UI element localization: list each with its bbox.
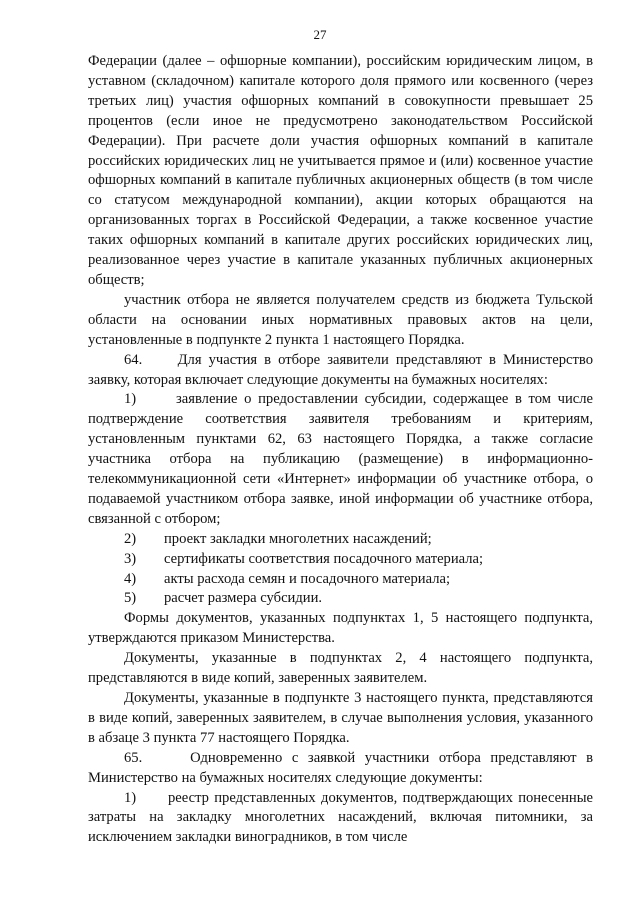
- list-item-text: расчет размера субсидии.: [164, 590, 323, 607]
- paragraph-forms-approval: Формы документов, указанных подпунктах 1, 5 настоящего подпункта, утверждаются приказом Министерства.: [88, 610, 593, 647]
- paragraph-section-65: 65. Одновременно с заявкой участники отбора представляют в Министерство на бумажных носителях следующие документы:: [88, 749, 593, 786]
- list-item: [88, 530, 593, 550]
- paragraph-item-1-application: 1) заявление о предоставлении субсидии, содержащее в том числе подтверждение соответствия заявителя требованиям и критериям, установленным пунктами 62, 63 настоящего Порядка, а также согласие участника отбора на публикацию (размещение) в информационно-телекоммуникационной сети «Интернет» информации об участнике отбора, о подаваемой участником отбора заявке, иной информации об участнике отбора, связанной с отбором;: [88, 391, 593, 527]
- list-item-number: 2): [124, 530, 137, 547]
- list-item-number: 4): [124, 570, 137, 587]
- list-item: [88, 550, 593, 570]
- document-body: [88, 52, 593, 848]
- page-number: 27: [313, 27, 327, 42]
- list-item-number: 5): [124, 590, 137, 607]
- paragraph-copies-2-4: Документы, указанные в подпунктах 2, 4 настоящего подпункта, представляются в виде копий, заверенных заявителем.: [88, 650, 593, 687]
- paragraph-copies-3: Документы, указанные в подпункте 3 настоящего пункта, представляются в виде копий, заверенных заявителем, в случае выполнения условия, указанного в абзаце 3 пункта 77 настоящего Порядка.: [88, 690, 593, 746]
- list-item: [88, 589, 593, 609]
- list-item-text: проект закладки многолетних насаждений;: [164, 530, 432, 547]
- paragraph-offshore-definition: Федерации (далее – офшорные компании), российским юридическим лицом, в уставном (складочном) капитале которого доля прямого или косвенного (через третьих лиц) участия офшорных компаний в совокупности превышает 25 процентов (если иное не предусмотрено законодательством Российской Федерации). При расчете доли участия офшорных компаний в капитале российских юридических лиц не учитывается прямое и (или) косвенное участие офшорных компаний в капитале публичных акционерных обществ (в том числе со статусом международной компании), акции которых обращаются на организованных торгах в Российской Федерации, а также косвенное участие таких офшорных компаний в капитале других российских юридических лиц, реализованное через участие в капитале указанных публичных акционерных обществ;: [88, 53, 593, 288]
- paragraph-budget-recipient: участник отбора не является получателем средств из бюджета Тульской области на основании иных нормативных правовых актов на цели, установленные в подпункте 2 пункта 1 настоящего Порядка.: [88, 291, 593, 348]
- list-item-text: акты расхода семян и посадочного материала;: [164, 570, 451, 587]
- paragraph-section-64: 64. Для участия в отборе заявители представляют в Министерство заявку, которая включает следующие документы на бумажных носителях:: [88, 351, 593, 388]
- list-item: [88, 570, 593, 590]
- list-item-number: 3): [124, 550, 137, 567]
- paragraph-item-1-registry: 1) реестр представленных документов, подтверждающих понесенные затраты на закладку многолетних насаждений, включая питомники, за исключением закладки виноградников, в том числе: [88, 789, 593, 846]
- list-item-text: сертификаты соответствия посадочного материала;: [164, 550, 484, 567]
